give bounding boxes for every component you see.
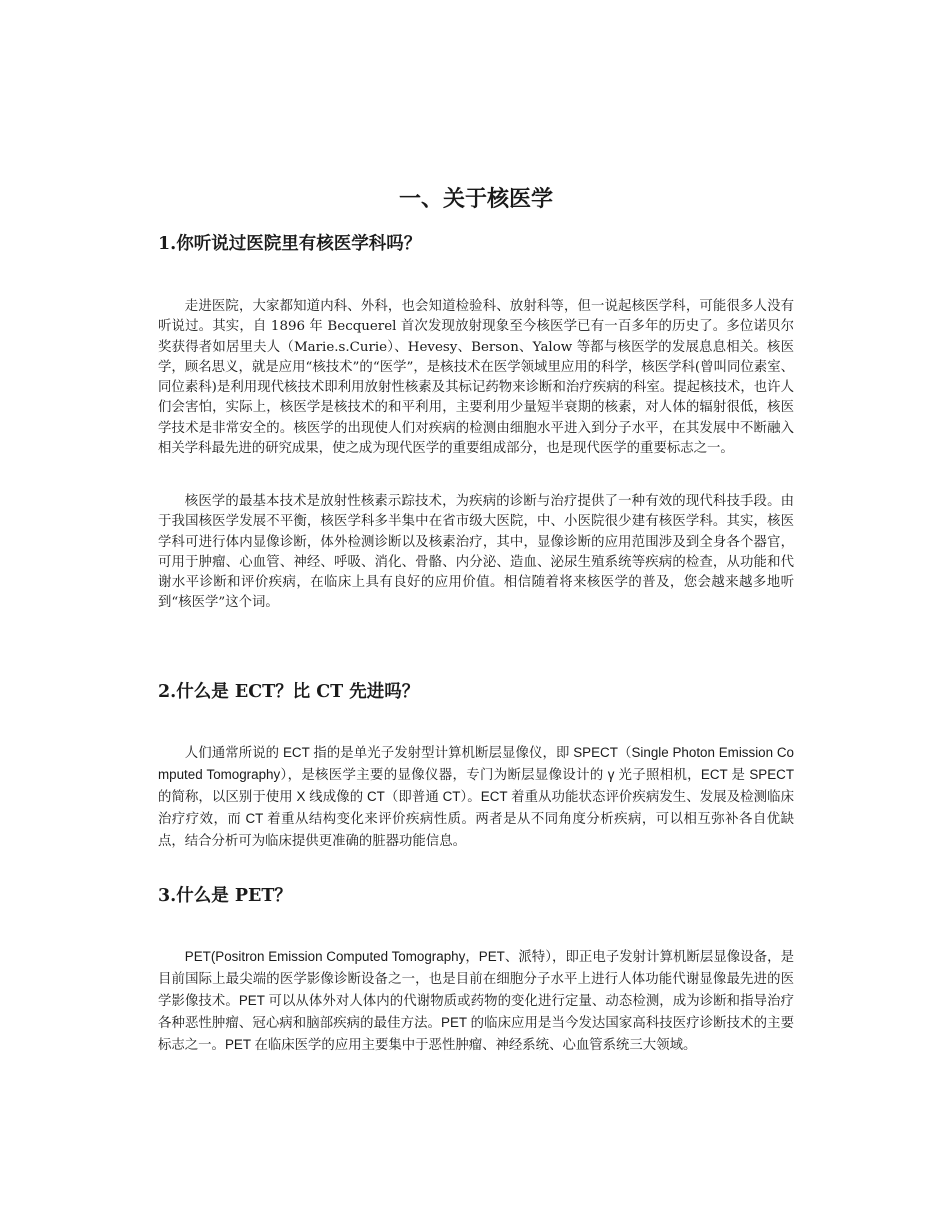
section-heading-2: 2.什么是 ECT？比 CT 先进吗？ [158, 682, 420, 702]
section-3-paragraph-1: PET(Positron Emission Computed Tomography，PET、派特），即正电子发射计算机断层显像设备，是目前国际上最尖端的医学影像诊断设备之一，也是目前在细胞分子水平上进行人体功能代谢显像最先进的医学影像技术。PET 可以从体外对人体内的代谢物质或药物的变化进行定量、动态检测，成为诊断和指导治疗各种恶性肿瘤、冠心病和脑部疾病的最佳方法。PET 的临床应用是当今发达国家高科技医疗诊断技术的主要标志之一。PET 在临床医学的应用主要集中于恶性肿瘤、神经系统、心血管系统三大领域。 [158, 949, 794, 1052]
section-1-paragraph-1: 走进医院，大家都知道内科、外科，也会知道检验科、放射科等，但一说起核医学科，可能很多人没有听说过。其实，自 1896 年 Becquerel 首次发现放射现象至今核医学已有一百多年的历史了。多位诺贝尔奖获得者如居里夫人（Marie.s.Curie）、Hevesy、Berson、Yalow 等都与核医学的发展息息相关。核医学，顾名思义，就是应用“核技术”的“医学”，是核技术在医学领域里应用的科学，核医学科(曾叫同位素室、同位素科)是利用现代核技术即利用放射性核素及其标记药物来诊断和治疗疾病的科室。提起核技术，也许人们会害怕，实际上，核医学是核技术的和平利用，主要利用少量短半衰期的核素，对人体的辐射很低，核医学技术是非常安全的。核医学的出现使人们对疾病的检测由细胞水平进入到分子水平，在其发展中不断融入相关学科最先进的研究成果，使之成为现代医学的重要组成部分，也是现代医学的重要标志之一。 [158, 299, 794, 457]
section-1-paragraph-2: 核医学的最基本技术是放射性核素示踪技术，为疾病的诊断与治疗提供了一种有效的现代科技手段。由于我国核医学发展不平衡，核医学科多半集中在省市级大医院，中、小医院很少建有核医学科。其实，核医学科可进行体内显像诊断，体外检测诊断以及核素治疗，其中，显像诊断的应用范围涉及到全身各个器官，可用于肿瘤、心血管、神经、呼吸、消化、骨骼、内分泌、造血、泌尿生殖系统等疾病的检查，从功能和代谢水平诊断和评价疾病，在临床上具有良好的应用价值。相信随着将来核医学的普及，您会越来越多地听到“核医学”这个词。 [158, 494, 794, 611]
section-2-paragraph-1: 人们通常所说的 ECT 指的是单光子发射型计算机断层显像仪，即 SPECT（Single Photon Emission Computed Tomography），是核医学主要的显像仪器，专门为断层显像设计的 γ 光子照相机，ECT 是 SPECT 的简称，以区别于使用 X 线成像的 CT（即普通 CT）。ECT 着重从功能状态评价疾病发生、发展及检测临床治疗疗效，而 CT 着重从结构变化来评价疾病性质。两者是从不同角度分析疾病，可以相互弥补各自优缺点，结合分析可为临床提供更准确的脏器功能信息。 [158, 745, 794, 848]
page-title: 一、关于核医学 [398, 187, 553, 212]
section-heading-3: 3.什么是 PET？ [158, 886, 292, 906]
section-heading-1: 1.你听说过医院里有核医学科吗？ [158, 234, 422, 254]
